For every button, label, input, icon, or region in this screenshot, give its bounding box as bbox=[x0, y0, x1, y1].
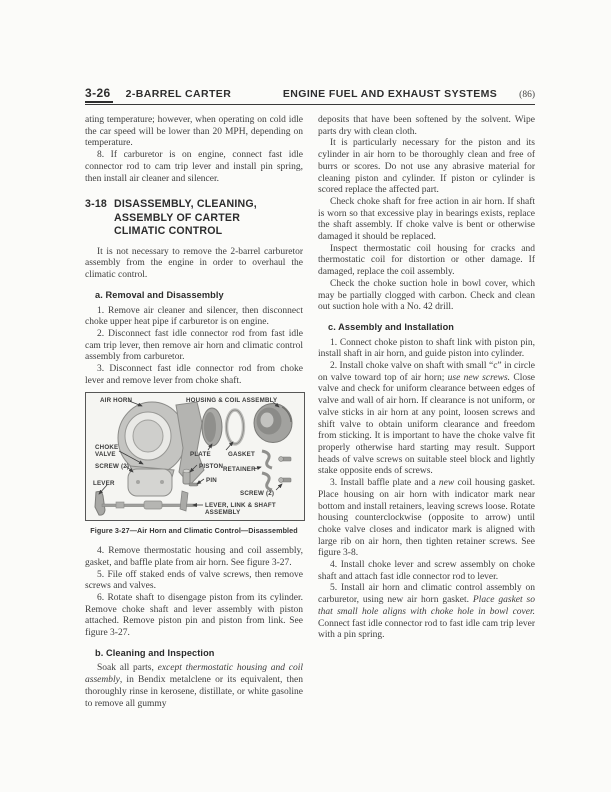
figure-label: LEVER, LINK & SHAFT ASSEMBLY bbox=[205, 502, 276, 517]
subsection-heading: c. Assembly and Installation bbox=[328, 321, 455, 332]
section-heading bbox=[85, 198, 303, 239]
left-column bbox=[85, 115, 303, 710]
scanned-manual-page bbox=[85, 86, 535, 710]
paragraph: 4. Remove thermostatic housing and coil assembly, gasket, and baffle plate from air horn. See figure 3-27. bbox=[85, 546, 303, 568]
figure-label: SCREW (2) bbox=[95, 463, 130, 471]
figure-label: HOUSING & COIL ASSEMBLY bbox=[186, 397, 278, 405]
figure-3-27-image bbox=[85, 392, 305, 521]
figure-label: RETAINER bbox=[223, 466, 256, 474]
paragraph: Soak all parts, except thermostatic housing and coil assembly, in Bendix metalclene or its equivalent, then thoroughly rinse in kerosene, distillate, or white gasoline to remove all gummy bbox=[85, 663, 303, 709]
figure-3-27 bbox=[85, 392, 303, 537]
header-left bbox=[85, 86, 231, 103]
paragraph: 5. File off staked ends of valve screws, then remove screws and valves. bbox=[85, 569, 303, 592]
running-header bbox=[85, 86, 535, 103]
two-column-body bbox=[85, 115, 535, 710]
retainer-part bbox=[262, 451, 272, 468]
right-column bbox=[318, 115, 535, 710]
paragraph: 3. Install baffle plate and a new coil housing gasket. Place housing on air horn with indicator mark near bottom and install retainers, leaving screws loose. Rotate housing counterclockwise (opposite to arrow) until choke valve closes and indicator mark is aligned with large rib on air horn, then tighten retainer screws. See figure 3-8. bbox=[318, 478, 535, 559]
figure-label: SCREW (2) bbox=[240, 490, 275, 498]
paragraph: Check the choke suction hole in bowl cover, which may be partially clogged with carbon. Check and clean out suction hole with a No. 42 drill. bbox=[318, 278, 535, 313]
figure-caption: Figure 3-27—Air Horn and Climatic Control—Disassembled bbox=[90, 526, 298, 536]
paragraph: ating temperature; however, when operating on cold idle the car speed will be lower than 20 MPH, depending on temperature. bbox=[85, 115, 303, 149]
paragraph: deposits that have been softened by the solvent. Wipe parts dry with clean cloth. bbox=[318, 115, 535, 137]
paragraph: 8. If carburetor is on engine, connect fast idle connector rod to cam trip lever and install pin spring, then install air cleaner and silencer. bbox=[85, 150, 303, 184]
paragraph: It is not necessary to remove the 2-barrel carburetor assembly from the engine in order to overhaul the climatic control. bbox=[85, 246, 303, 281]
choke-valve-part bbox=[128, 469, 172, 496]
figure-label: PIN bbox=[206, 477, 217, 485]
paragraph: 6. Rotate shaft to disengage piston from its cylinder. Remove choke shaft and lever assembly with piston attached. Remove piston pin and piston from link. See figure 3-27. bbox=[85, 592, 303, 639]
subsection-heading: b. Cleaning and Inspection bbox=[95, 647, 215, 658]
subsection-heading: a. Removal and Disassembly bbox=[95, 289, 224, 300]
paragraph: 4. Install choke lever and screw assembly on choke shaft and attach fast idle connector rod to lever. bbox=[318, 560, 535, 582]
paragraph: 1. Remove air cleaner and silencer, then disconnect choke upper heat pipe if carburetor is on engine. bbox=[85, 305, 303, 328]
figure-label: GASKET bbox=[228, 451, 255, 459]
pin-part bbox=[189, 483, 198, 486]
paragraph: 5. Install air horn and climatic control assembly on carburetor, using new air horn gasket. Place gasket so that small hole aligns with choke hole in bowl cover. Connect fast idle connector rod to fast idle cam trip lever with a pin spring. bbox=[318, 583, 536, 641]
header-rule bbox=[85, 104, 535, 105]
figure-label: AIR HORN bbox=[100, 397, 133, 405]
paragraph: 2. Disconnect fast idle connector rod from fast idle cam trip lever, then remove air horn and climatic control assembly from carburetor. bbox=[85, 328, 303, 363]
paragraph: 1. Connect choke piston to shaft link with piston pin, install shaft in air horn, and guide piston into cylinder. bbox=[318, 337, 535, 360]
paragraph: Check choke shaft for free action in air horn. If shaft is worn so that excessive play in bearings exists, replace the shaft assembly. If choke valve is bent or otherwise damaged it should be replaced. bbox=[318, 196, 535, 243]
figure-label: PISTON bbox=[199, 463, 224, 471]
paragraph: It is particularly necessary for the piston and its cylinder in air horn to be thoroughly clean and free of burrs or scores. Do not use any abrasive material for cleaning piston and cylinder. If piston or cylinder is scored replace the affected part. bbox=[318, 138, 535, 196]
figure-label: PLATE bbox=[190, 451, 211, 459]
figure-label: CHOKE VALVE bbox=[95, 444, 119, 459]
paragraph: 2. Install choke valve on shaft with small “c” in circle on valve toward top of air horn; use new screws. Close valve and check for uniform clearance between edges of valve and wall of air horn. If clearance is not uniform, or valve sticks in air horn at any point, loosen screws and shift valve to obtain uniform clearance and freedom from sticking. It is important to have the choke valve fit properly otherwise hard starting may result. Support heads of valve screws on suitable steel block and lightly stake opposite ends of screws. bbox=[318, 361, 535, 477]
section-title: DISASSEMBLY, CLEANING, ASSEMBLY OF CARTER CLIMATIC CONTROL bbox=[114, 198, 257, 238]
section-number: 3-18 bbox=[85, 198, 108, 211]
header-left-title: 2-BARREL CARTER bbox=[125, 88, 232, 100]
page-number: 3-26 bbox=[85, 86, 113, 103]
paragraph: Inspect thermostatic coil housing for cracks and thermostatic coil for distortion or other damage. If damaged, replace the coil assembly. bbox=[318, 243, 535, 278]
paragraph: 3. Disconnect fast idle connector rod from choke lever and remove lever from choke shaft. bbox=[85, 364, 303, 386]
figure-label: LEVER bbox=[93, 480, 115, 488]
header-right-title: ENGINE FUEL AND EXHAUST SYSTEMS bbox=[282, 88, 498, 100]
header-page-paren: (86) bbox=[519, 90, 535, 100]
lever-part bbox=[95, 492, 105, 516]
header-right bbox=[283, 88, 535, 100]
